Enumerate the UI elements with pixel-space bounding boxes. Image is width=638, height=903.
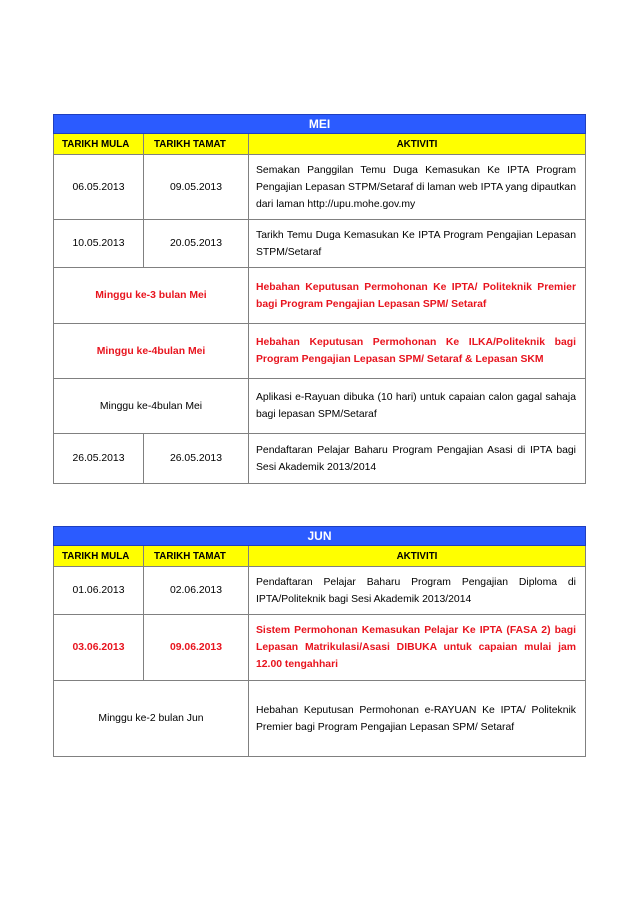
period-label: Minggu ke-4bulan Mei: [54, 324, 249, 379]
table-row: [54, 681, 586, 757]
col-header-start: TARIKH MULA: [54, 546, 144, 567]
table-row: [54, 434, 586, 484]
end-date: 20.05.2013: [144, 220, 249, 268]
activity-text: Pendaftaran Pelajar Baharu Program Pengajian Asasi di IPTA bagi Sesi Akademik 2013/2014: [249, 434, 586, 484]
table-row: [54, 155, 586, 220]
table-row: [54, 324, 586, 379]
end-date: 09.06.2013: [144, 615, 249, 681]
end-date: 09.05.2013: [144, 155, 249, 220]
period-label: Minggu ke-4bulan Mei: [54, 379, 249, 434]
month-header-row: [54, 115, 586, 134]
start-date: 03.06.2013: [54, 615, 144, 681]
activity-text: Tarikh Temu Duga Kemasukan Ke IPTA Program Pengajian Lepasan STPM/Setaraf: [249, 220, 586, 268]
start-date: 26.05.2013: [54, 434, 144, 484]
month-title: MEI: [54, 115, 586, 134]
mei-schedule-table: [53, 114, 586, 484]
period-label: Minggu ke-3 bulan Mei: [54, 268, 249, 324]
end-date: 02.06.2013: [144, 567, 249, 615]
activity-text: Semakan Panggilan Temu Duga Kemasukan Ke IPTA Program Pengajian Lepasan STPM/Setaraf di laman web IPTA yang dipautkan dari laman http://upu.mohe.gov.my: [249, 155, 586, 220]
activity-text: Hebahan Keputusan Permohonan e-RAYUAN Ke IPTA/ Politeknik Premier bagi Program Pengajian Lepasan SPM/ Setaraf: [249, 681, 586, 757]
column-header-row: [54, 546, 586, 567]
activity-text: Pendaftaran Pelajar Baharu Program Pengajian Diploma di IPTA/Politeknik bagi Sesi Akademik 2013/2014: [249, 567, 586, 615]
activity-text: Sistem Permohonan Kemasukan Pelajar Ke IPTA (FASA 2) bagi Lepasan Matrikulasi/Asasi DIBUKA untuk capaian mulai jam 12.00 tengahhari: [249, 615, 586, 681]
column-header-row: [54, 134, 586, 155]
col-header-end: TARIKH TAMAT: [144, 546, 249, 567]
activity-text: Hebahan Keputusan Permohonan Ke IPTA/ Politeknik Premier bagi Program Pengajian Lepasan SPM/ Setaraf: [249, 268, 586, 324]
start-date: 01.06.2013: [54, 567, 144, 615]
end-date: 26.05.2013: [144, 434, 249, 484]
table-row: [54, 615, 586, 681]
jun-schedule-table: [53, 526, 586, 757]
activity-text: Aplikasi e-Rayuan dibuka (10 hari) untuk capaian calon gagal sahaja bagi lepasan SPM/Setaraf: [249, 379, 586, 434]
month-title: JUN: [54, 527, 586, 546]
period-label: Minggu ke-2 bulan Jun: [54, 681, 249, 757]
month-header-row: [54, 527, 586, 546]
table-row: [54, 220, 586, 268]
start-date: 06.05.2013: [54, 155, 144, 220]
table-row: [54, 567, 586, 615]
table-row: [54, 379, 586, 434]
col-header-activity: AKTIVITI: [249, 134, 586, 155]
start-date: 10.05.2013: [54, 220, 144, 268]
col-header-end: TARIKH TAMAT: [144, 134, 249, 155]
col-header-start: TARIKH MULA: [54, 134, 144, 155]
activity-text: Hebahan Keputusan Permohonan Ke ILKA/Politeknik bagi Program Pengajian Lepasan SPM/ Setaraf & Lepasan SKM: [249, 324, 586, 379]
table-row: [54, 268, 586, 324]
col-header-activity: AKTIVITI: [249, 546, 586, 567]
